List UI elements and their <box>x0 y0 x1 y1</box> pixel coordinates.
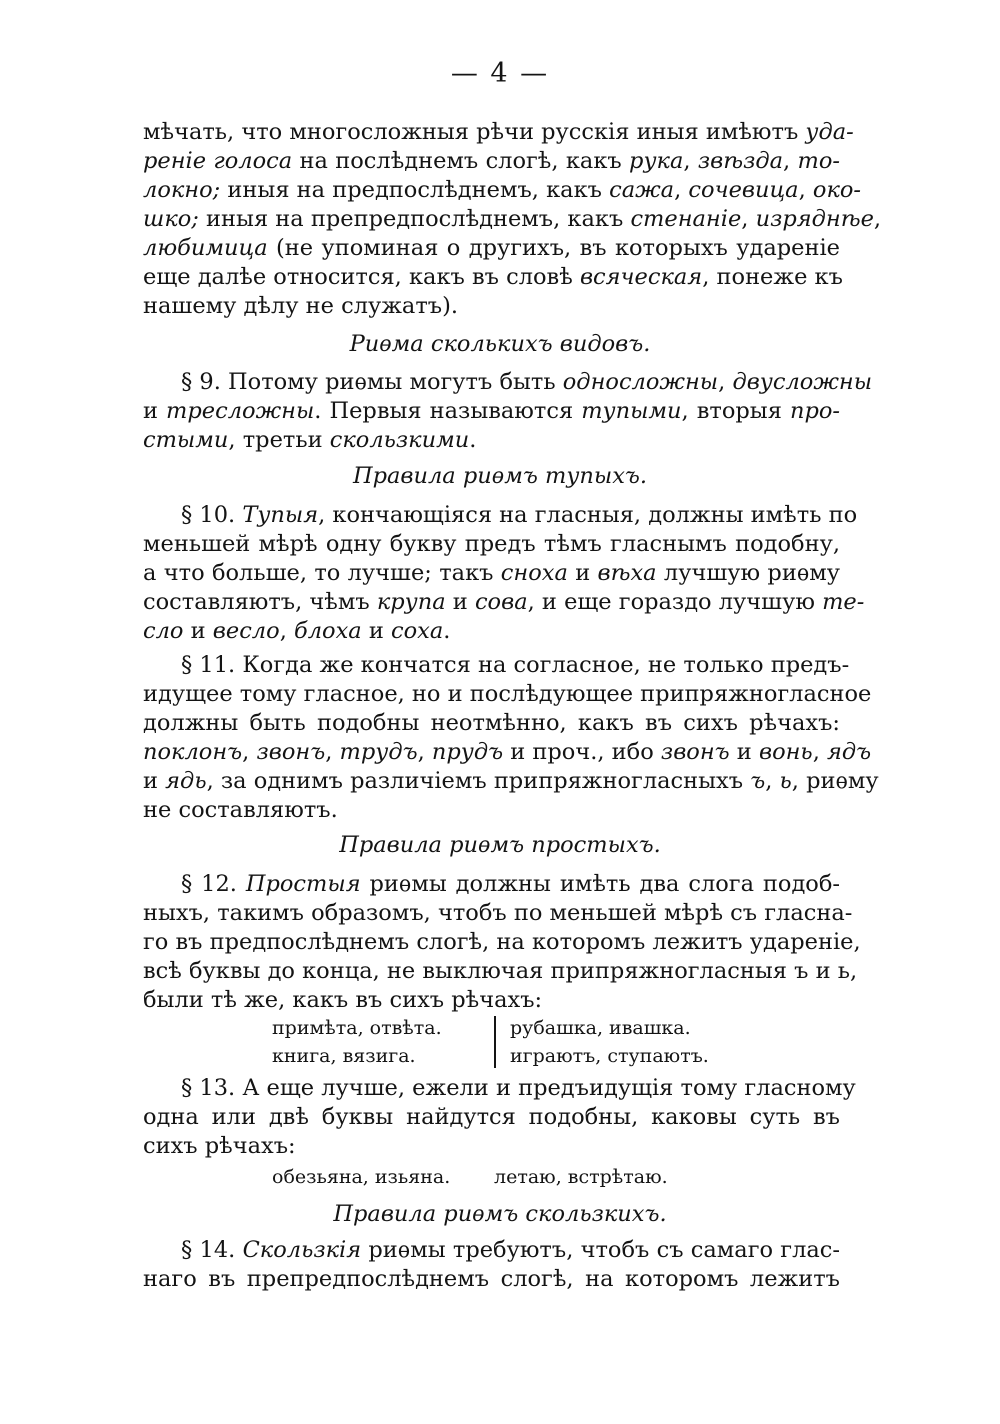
heading-simple-rhymes: Правила риѳмъ простыхъ. <box>339 832 661 858</box>
text-segment: . <box>469 427 477 453</box>
italic-term: прудъ <box>431 739 504 765</box>
text-segment: еще далѣе относится, какъ въ словѣ <box>143 264 580 290</box>
italic-term: стыми <box>143 427 229 453</box>
text-segment: , вторыя <box>681 398 790 424</box>
text-segment: всѣ буквы до конца, не выключая припряжногласныя ъ и ь, <box>143 958 858 984</box>
text-line <box>143 680 872 709</box>
text-line <box>143 397 840 426</box>
text-segment: на послѣднемъ слогѣ, какъ <box>292 148 630 174</box>
text-segment: и <box>143 398 167 424</box>
paragraph-14 <box>143 1236 840 1294</box>
text-segment: и <box>729 739 759 765</box>
italic-term: Простыя <box>245 871 361 897</box>
text-line <box>143 530 840 559</box>
text-line <box>143 796 840 825</box>
text-line <box>143 986 840 1015</box>
text-segment: иныя на предпослѣднемъ, какъ <box>220 177 610 203</box>
text-line <box>143 588 865 617</box>
italic-term: про- <box>789 398 840 424</box>
italic-term: весло <box>212 618 280 644</box>
text-line <box>143 1103 840 1132</box>
italic-term: те- <box>822 589 865 615</box>
text-line <box>143 368 873 397</box>
text-segment: и <box>567 560 598 586</box>
text-line <box>143 928 861 957</box>
text-segment: и <box>445 589 475 615</box>
text-segment: идущее тому гласное, но и послѣдующее припряжногласное <box>143 681 872 707</box>
italic-term: сло <box>143 618 184 644</box>
verse-example-left <box>272 1014 442 1070</box>
text-line <box>143 1074 856 1103</box>
text-segment: § 12. <box>181 871 246 897</box>
text-segment: были тѣ же, какъ въ сихъ рѣчахъ: <box>143 987 543 1013</box>
text-segment: и <box>361 618 392 644</box>
text-segment: риѳмы требуютъ, чтобъ съ самаго глас- <box>361 1237 840 1263</box>
text-segment: , <box>873 206 882 232</box>
italic-term: Скользкія <box>242 1237 362 1263</box>
text-line <box>143 651 850 680</box>
text-line <box>143 1265 840 1294</box>
text-segment: лучшую риѳму <box>656 560 840 586</box>
text-line <box>143 263 843 292</box>
text-segment: го въ предпослѣднемъ слогѣ, на которомъ лежитъ удареніе, <box>143 929 861 955</box>
text-segment: . Первыя называются <box>314 398 582 424</box>
italic-term: поклонъ <box>143 739 243 765</box>
verse-example-13-right: летаю, встрѣтаю. <box>494 1166 668 1188</box>
italic-term: уда- <box>805 119 854 145</box>
italic-term: реніе голоса <box>143 148 293 174</box>
italic-term: ь <box>779 768 792 794</box>
text-segment: § 9. Потому риѳмы могутъ быть <box>181 369 563 395</box>
text-segment: нашему дѣлу не служатъ). <box>143 293 459 319</box>
text-line <box>143 118 854 147</box>
text-segment: , <box>765 768 780 794</box>
text-line <box>143 1132 840 1161</box>
text-segment: меньшей мѣрѣ одну букву предъ тѣмъ гласнымъ подобну, <box>143 531 840 557</box>
text-segment: , <box>325 739 340 765</box>
verse-line: рубашка, ивашка. <box>510 1017 691 1039</box>
verse-example-right <box>510 1014 709 1070</box>
heading-sliding-rhymes: Правила риѳмъ скользкихъ. <box>333 1201 667 1227</box>
italic-term: скользкими <box>329 427 470 453</box>
italic-term: тресложны <box>166 398 315 424</box>
italic-term: вѣха <box>597 560 657 586</box>
text-segment: , <box>683 148 698 174</box>
text-line <box>143 957 858 986</box>
text-line <box>143 559 840 588</box>
text-segment: , и еще гораздо лучшую <box>527 589 823 615</box>
text-segment: риѳмы должны имѣть два слога подоб- <box>360 871 841 897</box>
italic-term: любимица <box>143 235 268 261</box>
italic-term: ъ <box>750 768 766 794</box>
italic-term: блоха <box>294 618 362 644</box>
text-line <box>143 738 872 767</box>
text-segment: . <box>443 618 451 644</box>
paragraph-11 <box>143 651 879 825</box>
italic-term: сноха <box>500 560 568 586</box>
heading-blunt-rhymes: Правила риѳмъ тупыхъ. <box>352 463 648 489</box>
italic-term: звонъ <box>660 739 730 765</box>
italic-term: ядь <box>165 768 207 794</box>
text-segment: § 13. А еще лучше, ежели и предъидущія тому гласному <box>181 1075 856 1101</box>
text-line <box>143 870 840 899</box>
text-segment: § 10. <box>181 502 243 528</box>
text-segment: , риѳму <box>791 768 879 794</box>
text-segment: , <box>812 739 827 765</box>
text-segment: , кончающіяся на гласныя, должны имѣть по <box>318 502 858 528</box>
paragraph-9 <box>143 368 873 455</box>
text-segment: (не упоминая о другихъ, въ которыхъ удареніе <box>267 235 840 261</box>
italic-term: трудъ <box>339 739 418 765</box>
text-line <box>143 292 840 321</box>
text-segment: , <box>242 739 257 765</box>
verse-line: примѣта, отвѣта. <box>272 1017 442 1039</box>
italic-term: звѣзда <box>697 148 784 174</box>
text-line <box>143 234 840 263</box>
italic-term: всяческая <box>579 264 703 290</box>
text-line <box>143 147 840 176</box>
italic-term: вонь <box>758 739 813 765</box>
text-line <box>143 767 879 796</box>
text-segment: § 11. Когда же кончатся на согласное, не только предъ- <box>181 652 850 678</box>
text-segment: ныхъ, такимъ образомъ, чтобъ по меньшей мѣрѣ съ гласна- <box>143 900 853 926</box>
text-segment: составляютъ, чѣмъ <box>143 589 377 615</box>
text-segment: , третьи <box>228 427 330 453</box>
italic-term: соха <box>391 618 444 644</box>
text-segment: и <box>183 618 213 644</box>
paragraph-13 <box>143 1074 856 1161</box>
text-segment: сихъ рѣчахъ: <box>143 1133 296 1159</box>
text-line <box>143 899 853 928</box>
italic-term: стенаніе <box>630 206 742 232</box>
verse-example-13-left: обезьяна, изьяна. <box>272 1166 451 1188</box>
italic-term: Тупыя <box>242 502 319 528</box>
verse-line: книга, вязига. <box>272 1045 416 1067</box>
italic-term: то- <box>797 148 840 174</box>
paragraph-12 <box>143 870 861 1015</box>
text-segment: § 14. <box>181 1237 243 1263</box>
italic-term: крупа <box>376 589 446 615</box>
italic-term: звонъ <box>256 739 326 765</box>
text-segment: , за однимъ различіемъ припряжногласныхъ <box>206 768 751 794</box>
text-segment: не составляютъ. <box>143 797 338 823</box>
text-segment: , <box>741 206 756 232</box>
italic-term: локно; <box>143 177 221 203</box>
text-segment: и проч., ибо <box>503 739 661 765</box>
italic-term: тупыми <box>581 398 682 424</box>
italic-term: око- <box>812 177 862 203</box>
paragraph-continuation <box>143 118 882 321</box>
text-line <box>143 205 882 234</box>
text-segment: , <box>718 369 733 395</box>
text-segment: а что больше, то лучше; такъ <box>143 560 501 586</box>
text-segment: наго въ препредпослѣднемъ слогѣ, на которомъ лежитъ <box>143 1266 840 1292</box>
italic-term: двусложны <box>732 369 873 395</box>
text-segment: , понеже къ <box>702 264 843 290</box>
text-line <box>143 426 840 455</box>
italic-term: сова <box>474 589 528 615</box>
italic-term: шко; <box>143 206 199 232</box>
text-segment: мѣчать, что многосложныя рѣчи русскія иныя имѣютъ <box>143 119 806 145</box>
italic-term: сажа <box>609 177 675 203</box>
page-number: — 4 — <box>450 58 550 89</box>
text-segment: одна или двѣ буквы найдутся подобны, каковы суть въ <box>143 1104 840 1130</box>
text-segment: , <box>783 148 798 174</box>
verse-divider <box>494 1016 496 1068</box>
text-segment: , <box>279 618 294 644</box>
text-line <box>143 501 858 530</box>
text-line <box>143 709 840 738</box>
text-line <box>143 1236 840 1265</box>
italic-term: ядъ <box>827 739 872 765</box>
text-line <box>143 176 862 205</box>
text-segment: , <box>417 739 432 765</box>
text-segment: , <box>798 177 813 203</box>
text-segment: , <box>674 177 689 203</box>
heading-rhyme-types: Риѳма сколькихъ видовъ. <box>349 331 651 357</box>
paragraph-10 <box>143 501 865 646</box>
text-segment: и <box>143 768 166 794</box>
text-segment: должны быть подобны неотмѣнно, какъ въ сихъ рѣчахъ: <box>143 710 840 736</box>
italic-term: односложны <box>562 369 719 395</box>
italic-term: рука <box>629 148 684 174</box>
italic-term: изряднѣе <box>755 206 874 232</box>
verse-line: играютъ, ступаютъ. <box>510 1045 709 1067</box>
text-line <box>143 617 840 646</box>
text-segment: иныя на препредпослѣднемъ, какъ <box>198 206 631 232</box>
italic-term: сочевица <box>688 177 799 203</box>
